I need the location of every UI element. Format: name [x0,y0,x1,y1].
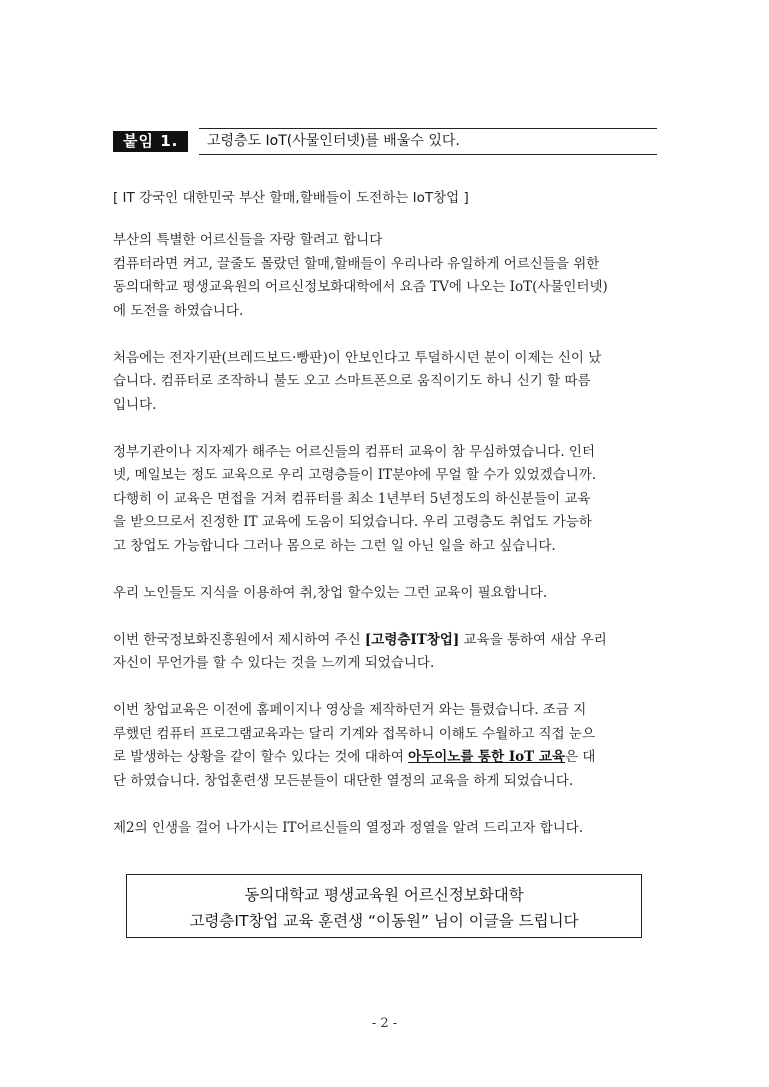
paragraph-6 [113,699,661,793]
p2-line-2: 습니다. 컴퓨터로 조작하니 불도 오고 스마트폰으로 움직이기도 하니 신기 할 따름 [113,373,591,389]
subheading: [ IT 강국인 대한민국 부산 할매,할배들이 도전하는 IoT창업 ] [113,190,469,206]
p5-text-pre: 이번 한국정보화진흥원에서 제시하여 주신 [113,631,365,648]
p5-line-2: 자신이 무언가를 할 수 있다는 것을 느끼게 되었습니다. [113,655,435,671]
p1-line-2: 컴퓨터라면 켜고, 끌줄도 몰랐던 할매,할배들이 우리나라 유일하게 어르신들을 위한 [113,255,600,272]
p6-line-4: 단 하였습니다. 창업훈련생 모든분들이 대단한 열정의 교육을 하게 되었습니다. [113,772,574,789]
p4-line-1: 우리 노인들도 지식을 이용하여 취,창업 할수있는 그런 교육이 필요합니다. [113,584,548,601]
p3-line-5: 고 창업도 가능합니다 그러나 몸으로 하는 그런 일 아닌 일을 하고 싶습니다. [113,537,556,554]
p5-emphasis: [고령층IT창업] [364,631,460,648]
signature-box [126,874,642,938]
p6-line-3-post: 은 대 [565,749,596,765]
p7-line-1: 제2의 인생을 걸어 나가시는 IT어르신들의 열정과 정열을 알려 드리고자 합니다. [113,819,584,836]
p1-line-3: 동의대학교 평생교육원의 어르신정보화대학에서 요즘 TV에 나오는 IoT(사물인터넷) [113,279,608,295]
attachment-title: 고령층도 IoT(사물인터넷)를 배울수 있다. [207,133,460,149]
p6-line-1: 이번 창업교육은 이전에 홈페이지나 영상을 제작하던거 와는 틀렸습니다. 조금 지 [113,702,587,718]
p2-line-3: 입니다. [113,396,157,413]
attachment-header [113,128,657,155]
paragraph-7 [113,817,661,841]
p1-line-4: 에 도전을 하였습니다. [113,302,244,319]
paragraph-3 [113,441,661,559]
p6-line-3-pre: 로 발생하는 상황을 같이 할수 있다는 것에 대하여 [113,749,409,765]
p3-line-1: 정부기관이나 지자제가 해주는 어르신들의 컴퓨터 교육이 참 무심하였습니다. 인터 [113,443,596,460]
paragraph-4 [113,582,661,606]
p6-emphasis: 아두이노를 통한 IoT 교육 [408,749,565,765]
p6-line-2: 루했던 컴퓨터 프로그램교육과는 달리 기계와 접목하니 이해도 수월하고 직접 눈으 [113,725,596,742]
paragraph-2 [113,347,661,418]
document-body [113,229,661,864]
attachment-title-box [199,128,657,155]
attachment-tag: 붙임 1. [113,131,188,152]
signature-line-1: 동의대학교 평생교육원 어르신정보화대학 [244,886,524,904]
p3-line-4: 을 받으므로서 진정한 IT 교육에 도움이 되었습니다. 우리 고령층도 취업도 가능하 [113,514,592,530]
p5-text-post: 교육을 통하여 새삼 우리 [459,631,607,648]
p3-line-2: 넷, 메일보는 정도 교육으로 우리 고령층들이 IT분야에 무얼 할 수가 있었겠습니까. [113,467,597,483]
p1-line-1: 부산의 특별한 어르신들을 자랑 할려고 합니다 [113,232,383,248]
p2-line-1: 처음에는 전자기판(브레드보드·빵판)이 안보인다고 투덜하시던 분이 이제는 신이 났 [113,349,602,366]
paragraph-5 [113,629,661,676]
paragraph-1 [113,229,661,323]
signature-line-2: 고령층IT창업 교육 훈련생 “이동원” 님이 이글을 드립니다 [189,912,579,930]
p3-line-3: 다행히 이 교육은 면접을 거쳐 컴퓨터를 최소 1년부터 5년정도의 하신분들이 교육 [113,490,591,507]
page-number: - 2 - [371,1016,398,1031]
